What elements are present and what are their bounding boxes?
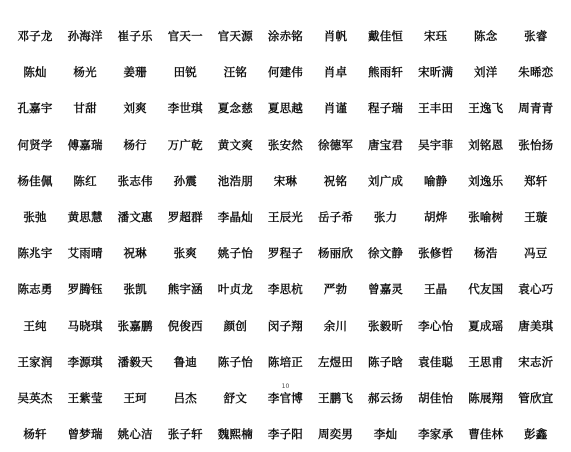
- name-cell: 李思杭: [267, 282, 303, 297]
- name-cell: 潘文惠: [117, 210, 153, 225]
- name-cell: 宋志沂: [518, 354, 554, 369]
- name-cell: 李子阳: [267, 427, 303, 442]
- name-row: [10, 308, 561, 344]
- name-cell: 陈念: [474, 29, 498, 44]
- name-cell: 彭鑫: [524, 427, 548, 442]
- name-cell: 张安然: [267, 137, 303, 152]
- name-cell: 魏熙楠: [217, 427, 253, 442]
- name-cell: 袁佳聪: [418, 354, 454, 369]
- name-cell: 马晓琪: [67, 318, 103, 333]
- name-cell: 程子瑞: [368, 101, 404, 116]
- name-cell: 舒文: [223, 390, 248, 405]
- name-row: [10, 18, 561, 54]
- name-row: [10, 199, 561, 235]
- name-cell: 夏成瑶: [468, 318, 504, 333]
- name-row: [10, 54, 561, 90]
- name-cell: 杨佳佩: [17, 173, 53, 188]
- name-cell: 吴宇菲: [418, 137, 454, 152]
- name-cell: 黄思慧: [67, 210, 103, 225]
- name-cell: 张毅昕: [368, 318, 404, 333]
- name-cell: 戴佳恒: [368, 29, 404, 44]
- name-cell: 孙海洋: [67, 29, 103, 44]
- name-cell: 郑轩: [524, 173, 548, 188]
- name-cell: 冯豆: [524, 246, 548, 261]
- name-cell: 胡佳怡: [418, 390, 454, 405]
- name-cell: 唐宝君: [368, 137, 404, 152]
- name-cell: 唐美琪: [518, 318, 554, 333]
- name-cell: 何贤学: [17, 137, 53, 152]
- name-cell: 王辰光: [267, 210, 303, 225]
- name-cell: 岳子希: [317, 210, 354, 225]
- name-cell: 倪俊西: [167, 318, 203, 333]
- name-cell: 颜创: [223, 318, 248, 333]
- name-cell: 杨行: [123, 137, 147, 152]
- name-cell: 王思甫: [468, 354, 504, 369]
- name-cell: 祝铭: [323, 173, 348, 188]
- name-cell: 张修哲: [418, 246, 454, 261]
- name-cell: 陈展翔: [468, 390, 504, 405]
- name-cell: 孔嘉宇: [17, 101, 53, 116]
- name-cell: 涂赤铭: [267, 29, 303, 44]
- name-cell: 肖卓: [323, 65, 348, 80]
- name-cell: 甘甜: [73, 101, 97, 116]
- name-cell: 官天一: [167, 29, 203, 44]
- name-cell: 朱晞恋: [518, 65, 554, 80]
- name-cell: 孙震: [173, 173, 197, 188]
- name-cell: 黄文爽: [217, 137, 253, 152]
- name-cell: 肖谨: [323, 101, 348, 116]
- name-cell: 李心怡: [418, 318, 454, 333]
- name-cell: 郝云扬: [368, 390, 404, 405]
- name-cell: 李灿: [373, 427, 398, 442]
- name-cell: 罗腾钰: [67, 282, 103, 297]
- name-cell: 杨丽欣: [317, 246, 354, 261]
- name-cell: 喻静: [423, 173, 448, 188]
- name-cell: 艾雨晴: [67, 246, 103, 261]
- name-cell: 张怡扬: [518, 137, 554, 152]
- name-cell: 刘洋: [474, 65, 498, 80]
- name-cell: 胡烨: [423, 210, 448, 225]
- name-cell: 吕杰: [173, 390, 197, 405]
- name-row: [10, 416, 561, 452]
- name-cell: 潘毅天: [117, 354, 153, 369]
- name-cell: 熊宇涵: [167, 282, 203, 297]
- name-cell: 张爽: [173, 246, 197, 261]
- name-cell: 陈子晗: [368, 354, 404, 369]
- name-cell: 万广乾: [167, 137, 203, 152]
- name-cell: 杨轩: [23, 427, 47, 442]
- name-cell: 刘广成: [368, 173, 404, 188]
- name-cell: 刘逸乐: [468, 173, 504, 188]
- name-cell: 池浩朋: [217, 173, 253, 188]
- name-cell: 杨浩: [474, 246, 498, 261]
- name-cell: 管欣宜: [518, 390, 554, 405]
- name-cell: 王家润: [17, 354, 53, 369]
- name-cell: 鲁迪: [173, 354, 197, 369]
- name-cell: 肖帆: [323, 29, 348, 44]
- name-cell: 夏念慈: [217, 101, 253, 116]
- name-cell: 徐德军: [317, 137, 354, 152]
- name-cell: 李家承: [418, 427, 454, 442]
- name-cell: 曹佳林: [468, 427, 504, 442]
- name-row: [10, 90, 561, 126]
- name-cell: 宋琳: [273, 173, 298, 188]
- name-cell: 左煜田: [317, 354, 354, 369]
- name-cell: 李官博: [267, 390, 303, 405]
- name-cell: 夏思越: [267, 101, 303, 116]
- name-cell: 姜珊: [123, 65, 147, 80]
- name-cell: 张喻树: [468, 210, 504, 225]
- name-cell: 邓子龙: [17, 29, 53, 44]
- name-row: [10, 163, 561, 199]
- name-cell: 张嘉鹏: [117, 318, 153, 333]
- name-cell: 王晶: [423, 282, 448, 297]
- name-cell: 曾梦瑞: [67, 427, 103, 442]
- name-cell: 崔子乐: [117, 29, 153, 44]
- name-cell: 余川: [323, 318, 348, 333]
- name-cell: 田锐: [173, 65, 197, 80]
- name-cell: 宋昕满: [418, 65, 454, 80]
- name-cell: 闵子翔: [267, 318, 303, 333]
- name-cell: 王鹏飞: [317, 390, 354, 405]
- name-row: [10, 344, 561, 380]
- name-row: [10, 271, 561, 307]
- name-cell: 叶贞龙: [217, 282, 253, 297]
- name-cell: 周青青: [518, 101, 554, 116]
- name-cell: 严勃: [323, 282, 348, 297]
- name-cell: 张凯: [123, 282, 147, 297]
- name-cell: 官天源: [217, 29, 253, 44]
- name-cell: 陈兆宇: [17, 246, 53, 261]
- name-cell: 王逸飞: [468, 101, 504, 116]
- name-cell: 陈灿: [23, 65, 47, 80]
- name-row: [10, 127, 561, 163]
- name-cell: 袁心巧: [518, 282, 554, 297]
- name-cell: 陈红: [73, 173, 97, 188]
- name-cell: 张志伟: [117, 173, 153, 188]
- name-cell: 王丰田: [418, 101, 454, 116]
- name-cell: 汪铭: [223, 65, 248, 80]
- name-cell: 代友国: [468, 282, 504, 297]
- name-cell: 张弛: [23, 210, 47, 225]
- name-cell: 傅嘉瑞: [67, 137, 103, 152]
- name-cell: 吴英杰: [17, 390, 53, 405]
- name-cell: 祝琳: [123, 246, 147, 261]
- name-cell: 罗程子: [267, 246, 303, 261]
- name-cell: 徐文静: [368, 246, 404, 261]
- name-row: [10, 235, 561, 271]
- name-cell: 李晶灿: [217, 210, 253, 225]
- name-cell: 熊雨轩: [368, 65, 404, 80]
- name-cell: 王纯: [23, 318, 47, 333]
- name-cell: 何建伟: [267, 65, 303, 80]
- name-cell: 陈培正: [267, 354, 303, 369]
- name-cell: 陈子怡: [217, 354, 253, 369]
- name-cell: 姚心洁: [117, 427, 153, 442]
- name-cell: 王紫莹: [67, 390, 103, 405]
- name-cell: 刘爽: [123, 101, 147, 116]
- name-cell: 李世琪: [167, 101, 203, 116]
- name-cell: 曾嘉灵: [368, 282, 404, 297]
- name-cell: 张睿: [524, 29, 548, 44]
- name-cell: 陈志勇: [17, 282, 53, 297]
- name-cell: 王璇: [524, 210, 548, 225]
- page-number: 10: [281, 383, 290, 390]
- name-cell: 张子轩: [167, 427, 203, 442]
- name-cell: 张力: [373, 210, 398, 225]
- name-cell: 周奕男: [317, 427, 354, 442]
- name-cell: 李源琪: [67, 354, 103, 369]
- name-cell: 姚子怡: [217, 246, 253, 261]
- name-cell: 杨光: [73, 65, 97, 80]
- name-cell: 王珂: [123, 390, 147, 405]
- name-cell: 宋珏: [423, 29, 448, 44]
- name-cell: 罗超群: [167, 210, 203, 225]
- name-cell: 刘铭恩: [468, 137, 504, 152]
